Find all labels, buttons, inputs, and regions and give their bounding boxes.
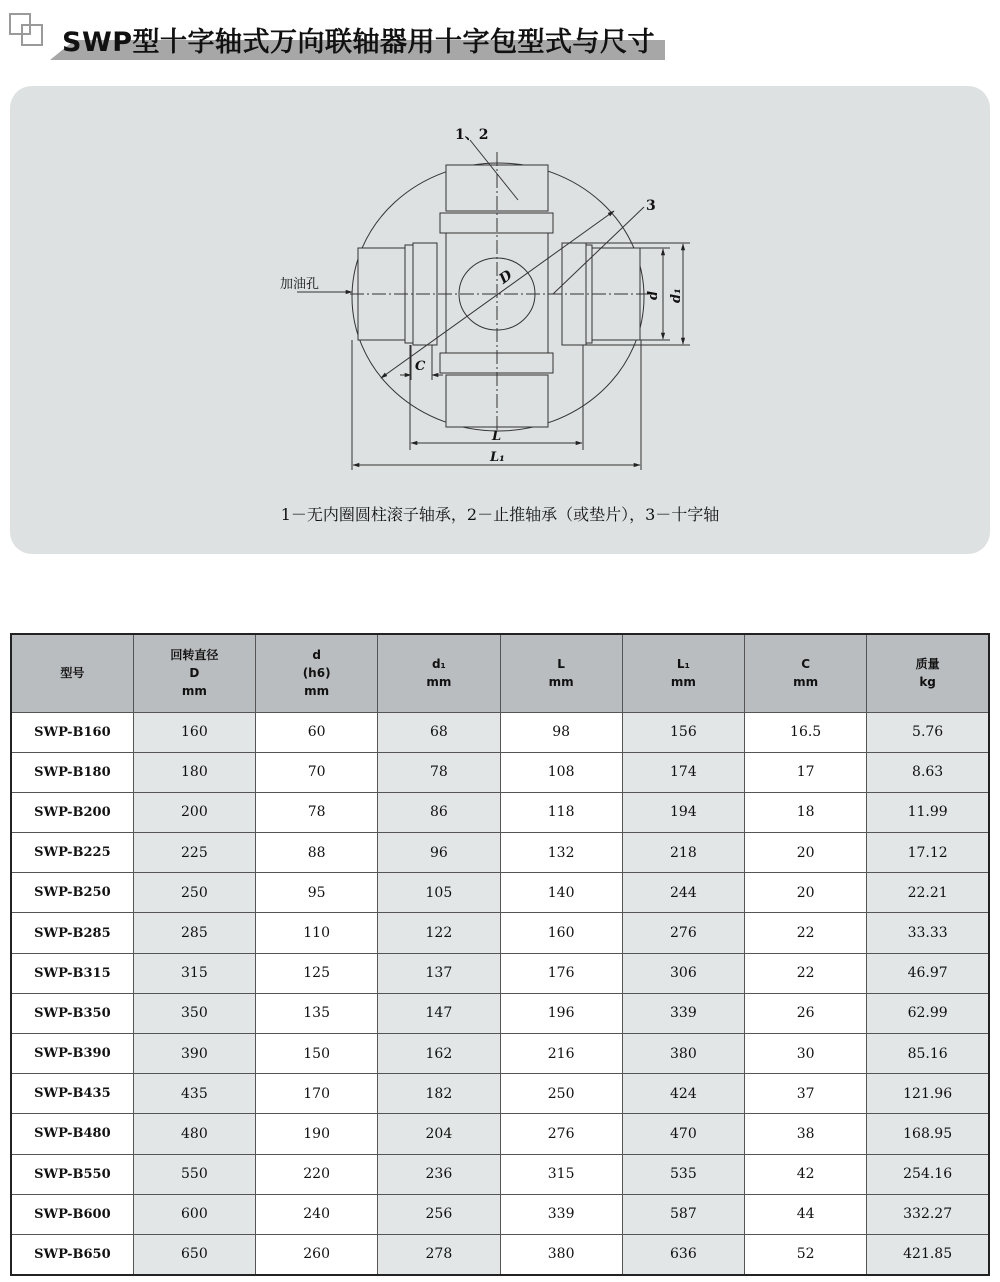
value-cell: 176 [500, 953, 622, 993]
value-cell: 22 [745, 913, 867, 953]
label-part-3: 3 [646, 198, 656, 214]
model-cell: SWP-B650 [11, 1234, 133, 1274]
value-cell: 332.27 [867, 1194, 989, 1234]
value-cell: 194 [622, 792, 744, 832]
label-C: C [415, 359, 426, 374]
value-cell: 70 [256, 752, 378, 792]
table-header-row [11, 634, 989, 712]
column-header-line: mm [793, 675, 819, 690]
label-d: d [646, 290, 661, 300]
value-cell: 276 [622, 913, 744, 953]
value-cell: 17.12 [867, 833, 989, 873]
value-cell: 380 [500, 1234, 622, 1274]
value-cell: 17 [745, 752, 867, 792]
value-cell: 95 [256, 873, 378, 913]
value-cell: 216 [500, 1034, 622, 1074]
model-cell: SWP-B160 [11, 712, 133, 752]
value-cell: 137 [378, 953, 500, 993]
table-row [11, 873, 989, 913]
value-cell: 160 [133, 712, 255, 752]
column-header-line: L [557, 657, 565, 672]
table-row [11, 1234, 989, 1274]
model-cell: SWP-B390 [11, 1034, 133, 1074]
table-row [11, 833, 989, 873]
table-row [11, 953, 989, 993]
value-cell: 256 [378, 1194, 500, 1234]
value-cell: 390 [133, 1034, 255, 1074]
model-cell: SWP-B315 [11, 953, 133, 993]
value-cell: 182 [378, 1074, 500, 1114]
column-header [745, 634, 867, 712]
column-header [133, 634, 255, 712]
table-row [11, 1074, 989, 1114]
value-cell: 110 [256, 913, 378, 953]
diagram-panel [10, 86, 990, 554]
value-cell: 122 [378, 913, 500, 953]
value-cell: 339 [622, 993, 744, 1033]
column-header-line: mm [670, 675, 696, 690]
table-row [11, 1114, 989, 1154]
label-L1: L₁ [490, 450, 505, 465]
value-cell: 42 [745, 1154, 867, 1194]
value-cell: 250 [500, 1074, 622, 1114]
value-cell: 600 [133, 1194, 255, 1234]
model-cell: SWP-B550 [11, 1154, 133, 1194]
column-header-line: 回转直径 [170, 648, 219, 663]
value-cell: 38 [745, 1114, 867, 1154]
value-cell: 8.63 [867, 752, 989, 792]
value-cell: 200 [133, 792, 255, 832]
column-header [378, 634, 500, 712]
table-row [11, 1194, 989, 1234]
column-header [500, 634, 622, 712]
model-cell: SWP-B350 [11, 993, 133, 1033]
column-header-line: D [189, 666, 200, 681]
value-cell: 240 [256, 1194, 378, 1234]
table-row [11, 712, 989, 752]
value-cell: 315 [500, 1154, 622, 1194]
dimensions-table [10, 633, 990, 1276]
column-header-line: L₁ [676, 657, 690, 672]
column-header-line: d [312, 648, 321, 663]
value-cell: 220 [256, 1154, 378, 1194]
column-header [867, 634, 989, 712]
value-cell: 105 [378, 873, 500, 913]
value-cell: 170 [256, 1074, 378, 1114]
column-header-line: kg [919, 675, 936, 690]
column-header-line: mm [181, 684, 207, 699]
value-cell: 285 [133, 913, 255, 953]
value-cell: 174 [622, 752, 744, 792]
value-cell: 168.95 [867, 1114, 989, 1154]
value-cell: 470 [622, 1114, 744, 1154]
value-cell: 535 [622, 1154, 744, 1194]
value-cell: 22.21 [867, 873, 989, 913]
value-cell: 225 [133, 833, 255, 873]
table-row [11, 1154, 989, 1194]
value-cell: 68 [378, 712, 500, 752]
column-header [622, 634, 744, 712]
value-cell: 85.16 [867, 1034, 989, 1074]
table-row [11, 752, 989, 792]
column-header [11, 634, 133, 712]
model-cell: SWP-B200 [11, 792, 133, 832]
value-cell: 98 [500, 712, 622, 752]
value-cell: 350 [133, 993, 255, 1033]
value-cell: 550 [133, 1154, 255, 1194]
model-cell: SWP-B250 [11, 873, 133, 913]
model-cell: SWP-B225 [11, 833, 133, 873]
model-cell: SWP-B600 [11, 1194, 133, 1234]
value-cell: 60 [256, 712, 378, 752]
label-oil-hole: 加油孔 [280, 277, 320, 292]
value-cell: 260 [256, 1234, 378, 1274]
value-cell: 46.97 [867, 953, 989, 993]
value-cell: 11.99 [867, 792, 989, 832]
value-cell: 62.99 [867, 993, 989, 1033]
value-cell: 132 [500, 833, 622, 873]
column-header [256, 634, 378, 712]
column-header-line: mm [304, 684, 330, 699]
value-cell: 424 [622, 1074, 744, 1114]
value-cell: 276 [500, 1114, 622, 1154]
cross-pack-drawing [10, 86, 990, 554]
value-cell: 315 [133, 953, 255, 993]
table-row [11, 993, 989, 1033]
value-cell: 16.5 [745, 712, 867, 752]
column-header-line: 质量 [915, 657, 940, 672]
value-cell: 190 [256, 1114, 378, 1154]
value-cell: 306 [622, 953, 744, 993]
value-cell: 26 [745, 993, 867, 1033]
value-cell: 421.85 [867, 1234, 989, 1274]
column-header-line: 型号 [60, 666, 85, 681]
value-cell: 52 [745, 1234, 867, 1274]
value-cell: 20 [745, 873, 867, 913]
value-cell: 236 [378, 1154, 500, 1194]
value-cell: 121.96 [867, 1074, 989, 1114]
value-cell: 140 [500, 873, 622, 913]
label-part-1-2: 1、2 [455, 127, 489, 143]
label-d1: d₁ [669, 288, 684, 303]
value-cell: 20 [745, 833, 867, 873]
column-header-line: mm [548, 675, 574, 690]
value-cell: 650 [133, 1234, 255, 1274]
model-cell: SWP-B285 [11, 913, 133, 953]
table-row [11, 1034, 989, 1074]
value-cell: 37 [745, 1074, 867, 1114]
value-cell: 244 [622, 873, 744, 913]
value-cell: 118 [500, 792, 622, 832]
value-cell: 96 [378, 833, 500, 873]
value-cell: 22 [745, 953, 867, 993]
value-cell: 88 [256, 833, 378, 873]
value-cell: 339 [500, 1194, 622, 1234]
value-cell: 180 [133, 752, 255, 792]
column-header-line: C [801, 657, 811, 672]
value-cell: 218 [622, 833, 744, 873]
value-cell: 196 [500, 993, 622, 1033]
value-cell: 156 [622, 712, 744, 752]
table-body [11, 712, 989, 1275]
value-cell: 5.76 [867, 712, 989, 752]
value-cell: 254.16 [867, 1154, 989, 1194]
value-cell: 380 [622, 1034, 744, 1074]
table-row [11, 913, 989, 953]
table-row [11, 792, 989, 832]
value-cell: 147 [378, 993, 500, 1033]
value-cell: 162 [378, 1034, 500, 1074]
value-cell: 78 [256, 792, 378, 832]
value-cell: 278 [378, 1234, 500, 1274]
label-L: L [492, 429, 502, 444]
page-title: SWP型十字轴式万向联轴器用十字包型式与尺寸 [62, 27, 656, 58]
value-cell: 204 [378, 1114, 500, 1154]
column-header-line: d₁ [431, 657, 446, 672]
model-cell: SWP-B180 [11, 752, 133, 792]
diagram-caption: 1－无内圈圆柱滚子轴承，2－止推轴承（或垫片），3－十字轴 [280, 505, 720, 524]
value-cell: 18 [745, 792, 867, 832]
column-header-line: (h6) [302, 666, 331, 681]
model-cell: SWP-B435 [11, 1074, 133, 1114]
value-cell: 108 [500, 752, 622, 792]
value-cell: 78 [378, 752, 500, 792]
value-cell: 480 [133, 1114, 255, 1154]
column-header-line: mm [426, 675, 452, 690]
value-cell: 587 [622, 1194, 744, 1234]
value-cell: 250 [133, 873, 255, 913]
value-cell: 150 [256, 1034, 378, 1074]
label-D: D [496, 267, 516, 288]
value-cell: 33.33 [867, 913, 989, 953]
value-cell: 44 [745, 1194, 867, 1234]
value-cell: 86 [378, 792, 500, 832]
value-cell: 125 [256, 953, 378, 993]
value-cell: 135 [256, 993, 378, 1033]
model-cell: SWP-B480 [11, 1114, 133, 1154]
value-cell: 636 [622, 1234, 744, 1274]
value-cell: 30 [745, 1034, 867, 1074]
value-cell: 435 [133, 1074, 255, 1114]
value-cell: 160 [500, 913, 622, 953]
overlapping-squares-icon [9, 13, 45, 47]
